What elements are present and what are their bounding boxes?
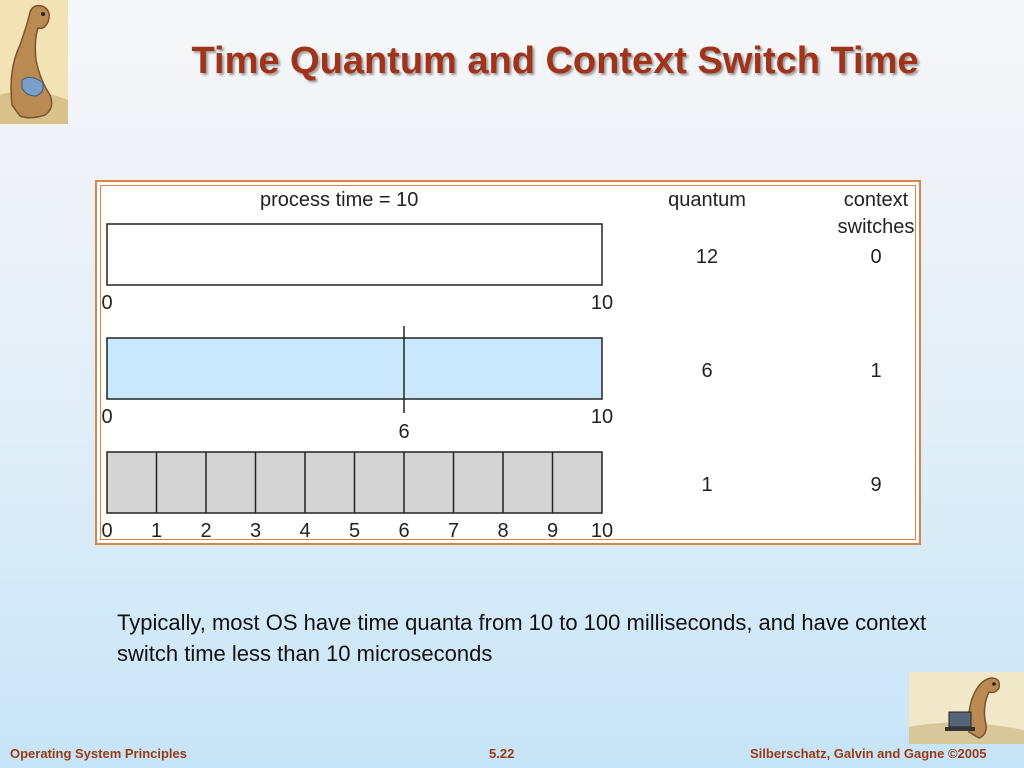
time-tick-label: 0 [101, 406, 113, 428]
time-tick-label: 10 [590, 406, 614, 428]
time-quantum-figure [95, 180, 921, 545]
time-tick-label: 10 [590, 520, 614, 542]
slide-title: Time Quantum and Context Switch Time [191, 40, 919, 82]
context-switches-value: 1 [870, 360, 882, 382]
time-quantum-diagram [97, 182, 923, 547]
header-process-time: process time = 10 [260, 189, 419, 211]
time-tick-label: 1 [150, 520, 163, 542]
time-tick-label: 10 [590, 292, 614, 314]
time-tick-label: 3 [249, 520, 262, 542]
switch-marker-label: 6 [398, 421, 410, 443]
process-bar-2 [107, 338, 602, 399]
process-bar-1 [107, 224, 602, 285]
footer-copyright: Silberschatz, Galvin and Gagne ©2005 [750, 746, 987, 761]
header-quantum: quantum [668, 189, 746, 211]
time-tick-label: 9 [546, 520, 559, 542]
footer-page-number: 5.22 [489, 746, 515, 761]
context-switches-value: 9 [870, 474, 882, 496]
dinosaur-laptop-logo-icon [909, 672, 1024, 744]
time-tick-label: 0 [101, 292, 113, 314]
time-tick-label: 4 [299, 520, 311, 542]
time-tick-label: 5 [348, 520, 361, 542]
time-tick-label: 6 [398, 520, 410, 542]
quantum-value: 1 [701, 474, 713, 496]
quantum-value: 12 [695, 246, 719, 268]
time-tick-label: 8 [497, 520, 509, 542]
time-tick-label: 7 [447, 520, 460, 542]
header-switches: switches [837, 216, 915, 238]
footer-course: Operating System Principles [10, 746, 188, 761]
header-context: context [843, 189, 909, 211]
context-switches-value: 0 [870, 246, 882, 268]
quantum-value: 6 [701, 360, 713, 382]
time-tick-label: 0 [101, 520, 113, 542]
caption-text: Typically, most OS have time quanta from 10 to 100 milliseconds, and have context switch time less than 10 microseconds [117, 610, 927, 666]
time-tick-label: 2 [200, 520, 212, 542]
